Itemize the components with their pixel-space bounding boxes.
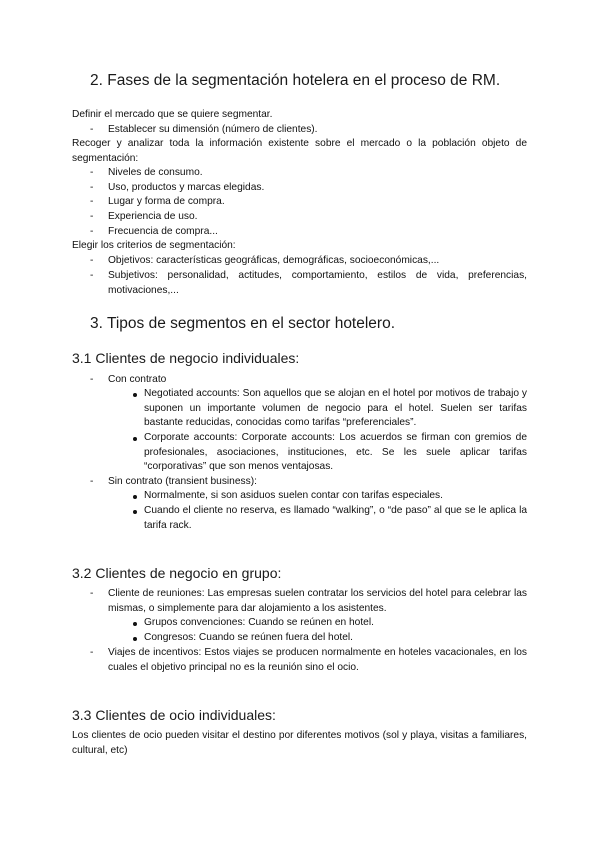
dash-bullet: - <box>90 124 94 135</box>
dash-bullet: - <box>90 196 94 207</box>
dash-bullet: - <box>90 167 94 178</box>
list-item: Grupos convenciones: Cuando se reúnen en hotel. <box>144 617 374 628</box>
list-item: Viajes de incentivos: Estos viajes se producen normalmente en hoteles vacacionales, en los cuales el objetivo principal no es la reunión sino el ocio. <box>108 647 527 673</box>
subsection-3-2-heading: 3.2 Clientes de negocio en grupo: <box>72 565 282 581</box>
round-bullet <box>133 510 137 514</box>
list-item: Experiencia de uso. <box>108 211 198 222</box>
round-bullet <box>133 393 137 397</box>
list-item: Corporate accounts: Corporate accounts: Los acuerdos se firman con gremios de profesionales, asociaciones, instituciones, etc. Se les suele aplicar tarifas “corporativas” que son menos ventajosas. <box>144 432 527 472</box>
collect-info-text: Recoger y analizar toda la información existente sobre el mercado o la población objeto de segmentación: <box>72 138 527 164</box>
section-2-heading: 2. Fases de la segmentación hotelera en el proceso de RM. <box>90 72 501 89</box>
list-item: Frecuencia de compra... <box>108 226 218 237</box>
list-item: Con contrato <box>108 374 167 385</box>
list-item: Objetivos: características geográficas, demográficas, socioeconómicas,... <box>108 255 440 266</box>
dash-bullet: - <box>90 226 94 237</box>
dash-bullet: - <box>90 374 94 385</box>
subsection-3-1-heading: 3.1 Clientes de negocio individuales: <box>72 350 300 366</box>
list-item: Cliente de reuniones: Las empresas suelen contratar los servicios del hotel para celebrar las mismas, o simplemente para dar alojamiento a los asistentes. <box>108 588 527 614</box>
subsection-3-3-heading: 3.3 Clientes de ocio individuales: <box>72 707 276 723</box>
dash-bullet: - <box>90 588 94 599</box>
list-item: Congresos: Cuando se reúnen fuera del hotel. <box>144 632 353 643</box>
list-item: Sin contrato (transient business): <box>108 476 257 487</box>
round-bullet <box>133 622 137 626</box>
list-item: Uso, productos y marcas elegidas. <box>108 182 265 193</box>
leisure-clients-text: Los clientes de ocio pueden visitar el destino por diferentes motivos (sol y playa, visitas a familiares, cultural, etc) <box>72 730 527 756</box>
round-bullet <box>133 437 137 441</box>
round-bullet <box>133 637 137 641</box>
list-item: Lugar y forma de compra. <box>108 196 225 207</box>
list-item: Normalmente, si son asiduos suelen contar con tarifas especiales. <box>144 490 443 501</box>
section-3-heading: 3. Tipos de segmentos en el sector hotelero. <box>90 315 396 332</box>
list-item: Establecer su dimensión (número de clientes). <box>108 124 318 135</box>
dash-bullet: - <box>90 647 94 658</box>
list-item: Cuando el cliente no reserva, es llamado “walking”, o “de paso” al que se le aplica la tarifa rack. <box>144 505 527 531</box>
dash-bullet: - <box>90 211 94 222</box>
list-item: Subjetivos: personalidad, actitudes, comportamiento, estilos de vida, preferencias, motivaciones,... <box>108 270 527 296</box>
list-item: Niveles de consumo. <box>108 167 203 178</box>
dash-bullet: - <box>90 476 94 487</box>
list-item: Negotiated accounts: Son aquellos que se alojan en el hotel por motivos de trabajo y suponen un importante volumen de negocio para el hotel. Suelen ser tarifas bastante reducidas, conocidas como tarifas “preferenciales”. <box>144 388 527 428</box>
criteria-text: Elegir los criterios de segmentación: <box>72 240 236 251</box>
dash-bullet: - <box>90 270 94 281</box>
round-bullet <box>133 495 137 499</box>
dash-bullet: - <box>90 255 94 266</box>
dash-bullet: - <box>90 182 94 193</box>
define-market-text: Definir el mercado que se quiere segmentar. <box>72 109 273 120</box>
